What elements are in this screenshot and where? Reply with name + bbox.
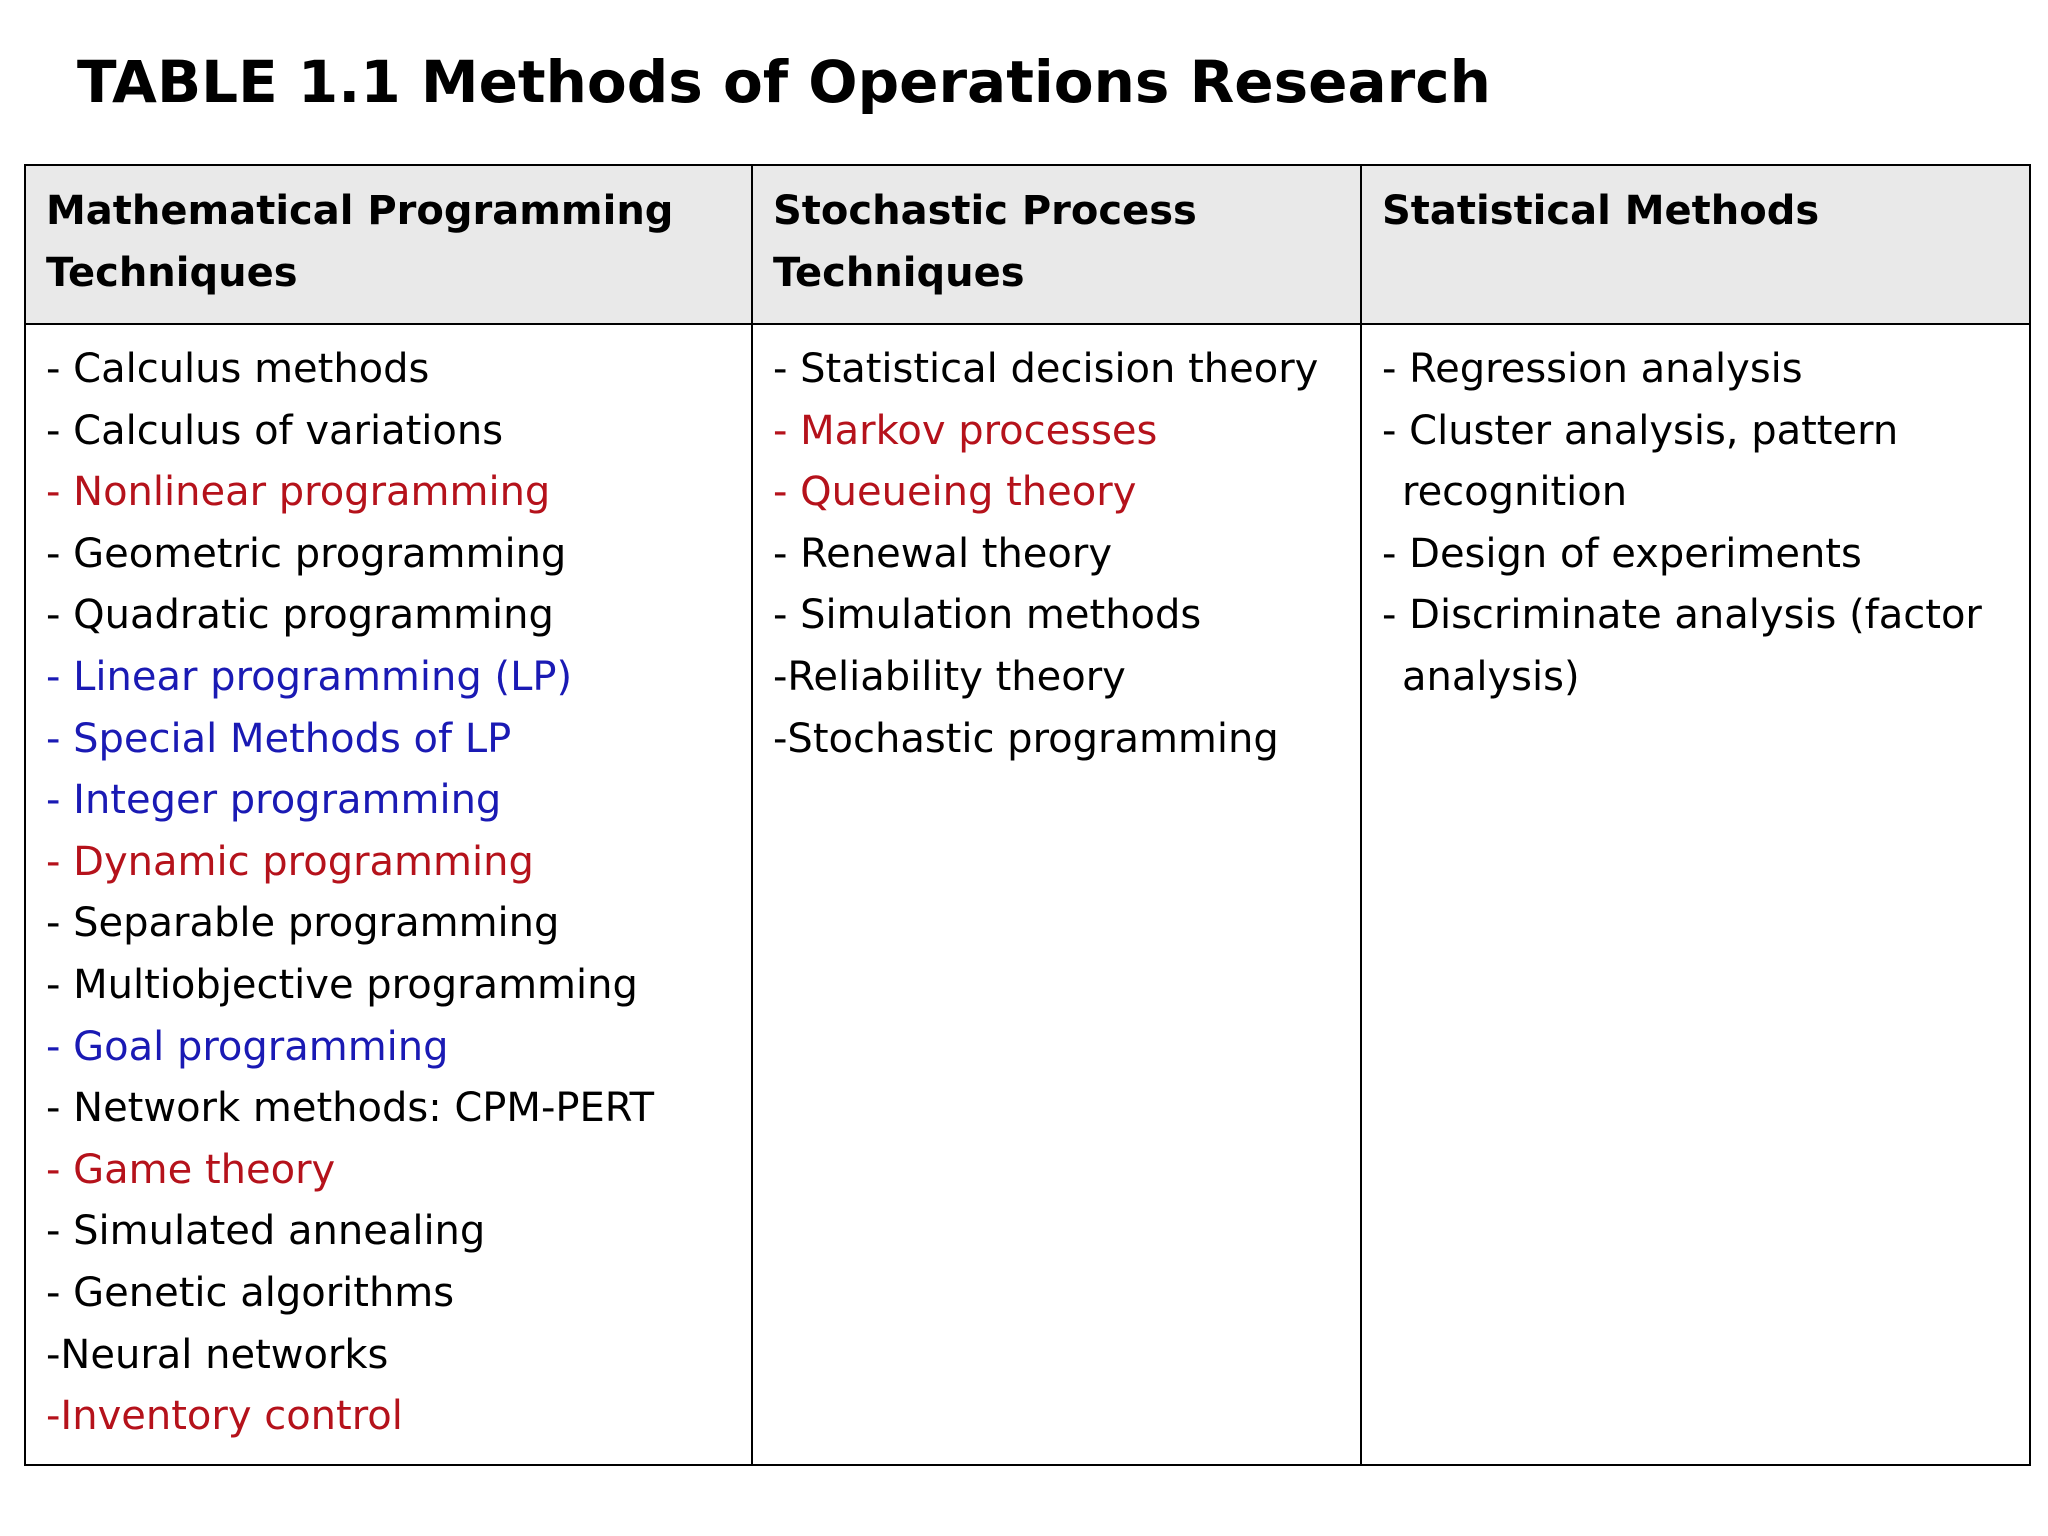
- header-row: [25, 165, 2030, 324]
- method-list: [773, 339, 1340, 770]
- method-item: - Special Methods of LP: [46, 715, 512, 762]
- method-item: -Reliability theory: [773, 653, 1126, 700]
- method-item: - Simulated annealing: [46, 1208, 486, 1255]
- method-list: [46, 339, 731, 1448]
- column-mathematical-programming: [25, 324, 752, 1465]
- method-item: - Linear programming (LP): [46, 653, 573, 700]
- method-item: - Genetic algorithms: [46, 1269, 455, 1316]
- method-item: - Design of experiments: [1382, 530, 1862, 577]
- method-item: - Integer programming: [46, 777, 502, 824]
- method-item: - Dynamic programming: [46, 838, 534, 885]
- body-row: [25, 324, 2030, 1465]
- method-item: - Network methods: CPM-PERT: [46, 1085, 655, 1132]
- column-header-statistical-methods: Statistical Methods: [1361, 165, 2030, 324]
- method-item: - Separable programming: [46, 900, 560, 947]
- method-list: [1382, 339, 2009, 709]
- method-item: - Game theory: [46, 1146, 336, 1193]
- method-item: - Renewal theory: [773, 530, 1113, 577]
- method-item: - Discriminate analysis (factor analysis): [1382, 592, 1982, 700]
- column-stochastic-process: [752, 324, 1361, 1465]
- method-item: - Multiobjective programming: [46, 961, 638, 1008]
- methods-table: [24, 164, 2031, 1466]
- method-item: - Statistical decision theory: [773, 346, 1319, 392]
- method-item: - Geometric programming: [46, 530, 567, 577]
- method-item: - Regression analysis: [1382, 346, 1803, 392]
- method-item: - Simulation methods: [773, 592, 1202, 639]
- method-item: - Queueing theory: [773, 469, 1137, 516]
- column-header-stochastic-process: Stochastic Process Techniques: [752, 165, 1361, 324]
- method-item: - Quadratic programming: [46, 592, 554, 639]
- page-title: TABLE 1.1 Methods of Operations Research: [77, 48, 1491, 116]
- method-item: -Inventory control: [46, 1393, 403, 1440]
- method-item: - Calculus of variations: [46, 407, 504, 454]
- method-item: - Goal programming: [46, 1023, 449, 1070]
- column-header-mathematical-programming: Mathematical Programming Techniques: [25, 165, 752, 324]
- method-item: - Cluster analysis, pattern recognition: [1382, 407, 1899, 516]
- method-item: -Stochastic programming: [773, 715, 1279, 762]
- method-item: - Nonlinear programming: [46, 469, 551, 516]
- method-item: - Calculus methods: [46, 346, 430, 392]
- column-statistical-methods: [1361, 324, 2030, 1465]
- method-item: -Neural networks: [46, 1331, 389, 1378]
- method-item: - Markov processes: [773, 407, 1158, 454]
